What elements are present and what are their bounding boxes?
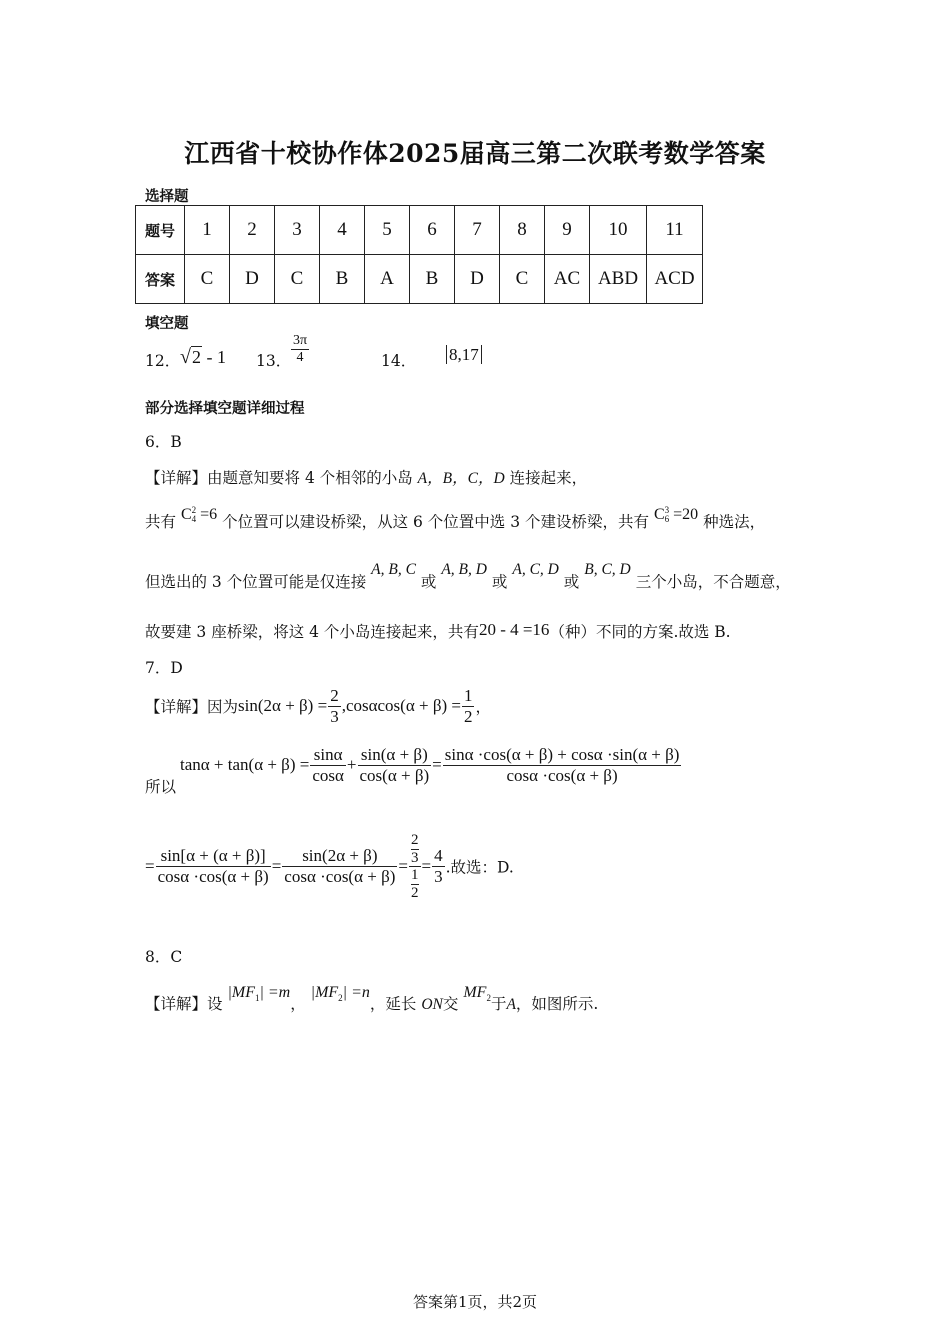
table-cell: B [320, 255, 365, 304]
table-cell: 7 [455, 206, 500, 255]
fill-heading: 填空题 [145, 316, 189, 332]
q12-label: 12． [145, 352, 181, 370]
q13-answer: $\frac{3\pi}{4}$ [293, 333, 308, 366]
q14-answer: 8,17 [446, 345, 482, 365]
table-cell: 10 [590, 206, 647, 255]
table-cell: 2 [230, 206, 275, 255]
table-cell: B [410, 255, 455, 304]
sqrt-icon: √ [180, 346, 191, 368]
q12-answer: √2 - 1 [180, 346, 226, 368]
q6-line4: 故要建 3 座桥梁，将这 4 个小岛连接起来，共有20 - 4 =16（种）不同的方案.故选 B. [145, 620, 731, 641]
q6-line2: 共有 C 2 4 =6 个位置可以建设桥梁，从这 6 个位置中选 3 个建设桥梁，共有 C 3 6 =20 种选法， [145, 505, 766, 531]
q7-so: 所以 [145, 778, 177, 796]
table-cell: C [500, 255, 545, 304]
q7-line1: 【详解】因为sin(2α + β) = $\frac{2}{3}$ ,cosαcos(α + β) = $\frac{1}{2}$ ， [145, 686, 491, 726]
table-cell: D [230, 255, 275, 304]
q7-heading: 7．D [145, 659, 183, 677]
table-cell: 6 [410, 206, 455, 255]
answer-table [135, 205, 703, 304]
table-row-answers [136, 255, 703, 304]
q7-equation-1: tanα + tan(α + β) = $\frac{\sin\alpha}{\cos\alpha}$ + $\frac{\sin(\alpha + \beta)}{\cos(\alpha + \beta)}$ = $\frac{\sin\alpha \cdot\cos(\alpha + \beta) + \cos\alpha \cdot\sin(\alpha + \beta)}{\cos\alpha \cdot\cos(\alpha + \beta)}$ [180, 745, 680, 785]
table-cell: 5 [365, 206, 410, 255]
table-header-answer: 答案 [136, 255, 185, 304]
table-row-numbers [136, 206, 703, 255]
page-footer: 答案第1页，共2页 [412, 1293, 538, 1311]
table-header-number: 题号 [136, 206, 185, 255]
q8-heading: 8．C [145, 948, 183, 966]
choice-heading: 选择题 [145, 189, 189, 205]
q6-line1: 【详解】由题意知要将 4 个相邻的小岛 A，B，C，D 连接起来， [145, 469, 588, 487]
table-cell: 9 [545, 206, 590, 255]
q14-label: 14． [381, 352, 417, 370]
q7-equation-2: = $\frac{\sin[\alpha + (\alpha + \beta)]}{\cos\alpha \cdot\cos(\alpha + \beta)}$ = $\frac{\sin(2\alpha + \beta)}{\cos\alpha \cdot\cos(\alpha + \beta)}$ = 2 3 1 2 = $\frac{4}{3}$ .故选：D. [145, 832, 514, 901]
detail-heading: 部分选择填空题详细过程 [145, 401, 305, 417]
table-cell: C [275, 255, 320, 304]
q6-line3: 但选出的 3 个位置可能是仅连接 A, B, C 或 A, B, D 或 A, C, D 或 B, C, D 三个小岛，不合题意， [145, 561, 791, 591]
q13-label: 13． [256, 352, 292, 370]
table-cell: 3 [275, 206, 320, 255]
table-cell: 11 [647, 206, 703, 255]
table-cell: 8 [500, 206, 545, 255]
table-cell: ACD [647, 255, 703, 304]
q6-heading: 6．B [145, 433, 182, 451]
table-cell: AC [545, 255, 590, 304]
table-cell: ABD [590, 255, 647, 304]
table-cell: C [185, 255, 230, 304]
q8-line1: 【详解】设 $|MF_1| =m$， $|MF_2| =n$，延长 ON交 $MF_2$于A，如图所示. [145, 984, 599, 1013]
table-cell: 4 [320, 206, 365, 255]
table-cell: A [365, 255, 410, 304]
page-title: 江西省十校协作体2025届高三第二次联考数学答案 [184, 139, 766, 168]
table-cell: D [455, 255, 500, 304]
table-cell: 1 [185, 206, 230, 255]
